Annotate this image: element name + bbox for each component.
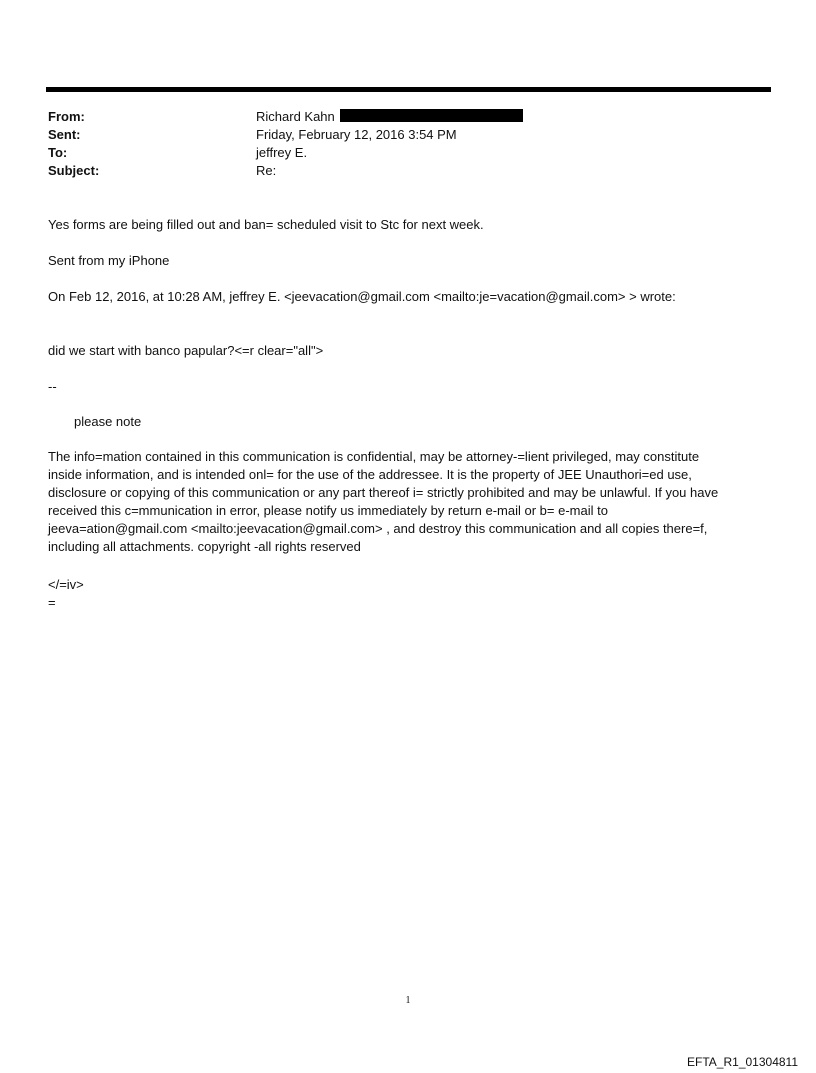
header-divider bbox=[46, 87, 771, 92]
disclaimer-line: disclosure or copying of this communication or any part thereof i= strictly prohibited and may be unlawful. If you have bbox=[48, 485, 719, 500]
sent-value: Friday, February 12, 2016 3:54 PM bbox=[256, 127, 457, 142]
signature-separator: -- bbox=[48, 379, 57, 394]
closing-equals-line: = bbox=[48, 595, 56, 610]
bates-number: EFTA_R1_01304811 bbox=[687, 1055, 798, 1069]
disclaimer-line: received this c=mmunication in error, please notify us immediately by return e-mail or b= e-mail to bbox=[48, 503, 608, 518]
from-value: Richard Kahn bbox=[256, 109, 335, 124]
confidentiality-disclaimer bbox=[48, 448, 768, 556]
please-note-line: please note bbox=[74, 414, 142, 429]
disclaimer-line: including all attachments. copyright -all rights reserved bbox=[48, 539, 361, 554]
subject-value: Re: bbox=[256, 163, 277, 178]
quoted-header-line: On Feb 12, 2016, at 10:28 AM, jeffrey E. <jeevacation@gmail.com <mailto:je=vacation@gmail.com> > wrote: bbox=[48, 289, 676, 304]
redaction-box bbox=[340, 109, 523, 122]
sent-label: Sent: bbox=[48, 127, 81, 142]
quoted-message-line: did we start with banco papular?<=r clear="all"> bbox=[48, 343, 324, 358]
to-value: jeffrey E. bbox=[256, 145, 308, 160]
disclaimer-line: jeeva=ation@gmail.com <mailto:jeevacation@gmail.com> , and destroy this communication and all copies there=f, bbox=[48, 521, 708, 536]
disclaimer-line: The info=mation contained in this communication is confidential, may be attorney-=lient privileged, may constitute bbox=[48, 449, 700, 464]
message-body-line: Yes forms are being filled out and ban= scheduled visit to Stc for next week. bbox=[48, 217, 484, 232]
subject-label: Subject: bbox=[48, 163, 100, 178]
disclaimer-line: inside information, and is intended onl= for the use of the addressee. It is the property of JEE Unauthori=ed use, bbox=[48, 467, 692, 482]
from-label: From: bbox=[48, 109, 85, 124]
closing-tag-line: </=iv> bbox=[48, 577, 84, 592]
signature-line: Sent from my iPhone bbox=[48, 253, 170, 268]
to-label: To: bbox=[48, 145, 68, 160]
page-number: 1 bbox=[405, 995, 411, 1006]
